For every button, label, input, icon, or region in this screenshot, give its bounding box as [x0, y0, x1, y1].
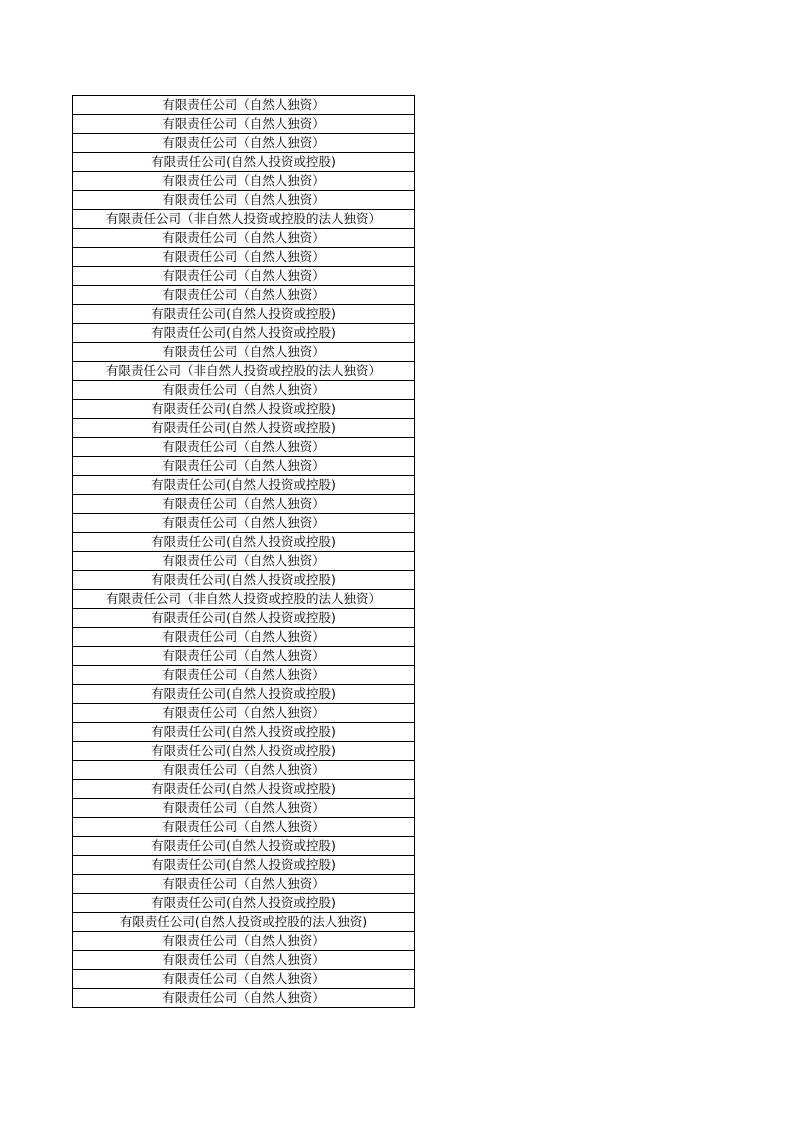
table-row [73, 343, 415, 362]
table-row [73, 305, 415, 324]
table-row [73, 932, 415, 951]
company-type-cell[interactable]: 有限责任公司（自然人独资） [73, 343, 415, 362]
table-row [73, 609, 415, 628]
company-type-cell[interactable]: 有限责任公司（自然人独资） [73, 229, 415, 248]
company-type-cell[interactable]: 有限责任公司（自然人独资） [73, 799, 415, 818]
company-type-cell[interactable]: 有限责任公司(自然人投资或控股) [73, 305, 415, 324]
company-type-cell[interactable]: 有限责任公司（自然人独资） [73, 970, 415, 989]
company-type-cell[interactable]: 有限责任公司(自然人投资或控股的法人独资) [73, 913, 415, 932]
table-row [73, 970, 415, 989]
table-row [73, 476, 415, 495]
table-row [73, 248, 415, 267]
company-type-cell[interactable]: 有限责任公司(自然人投资或控股) [73, 742, 415, 761]
table-row [73, 552, 415, 571]
company-type-cell[interactable]: 有限责任公司(自然人投资或控股) [73, 324, 415, 343]
table-row [73, 894, 415, 913]
company-type-cell[interactable]: 有限责任公司（自然人独资） [73, 818, 415, 837]
company-type-cell[interactable]: 有限责任公司（非自然人投资或控股的法人独资） [73, 590, 415, 609]
company-type-cell[interactable]: 有限责任公司(自然人投资或控股) [73, 780, 415, 799]
company-type-cell[interactable]: 有限责任公司(自然人投资或控股) [73, 723, 415, 742]
table-row [73, 267, 415, 286]
table-row [73, 210, 415, 229]
company-type-cell[interactable]: 有限责任公司(自然人投资或控股) [73, 419, 415, 438]
table-row [73, 856, 415, 875]
company-type-cell[interactable]: 有限责任公司（自然人独资） [73, 267, 415, 286]
company-type-cell[interactable]: 有限责任公司(自然人投资或控股) [73, 856, 415, 875]
company-type-cell[interactable]: 有限责任公司（自然人独资） [73, 666, 415, 685]
table-row [73, 818, 415, 837]
table-body [73, 96, 415, 1008]
company-type-cell[interactable]: 有限责任公司（自然人独资） [73, 115, 415, 134]
table-row [73, 115, 415, 134]
table-row [73, 723, 415, 742]
table-row [73, 457, 415, 476]
company-type-cell[interactable]: 有限责任公司(自然人投资或控股) [73, 153, 415, 172]
company-type-cell[interactable]: 有限责任公司（自然人独资） [73, 704, 415, 723]
company-type-cell[interactable]: 有限责任公司(自然人投资或控股) [73, 400, 415, 419]
table-row [73, 419, 415, 438]
table-row [73, 134, 415, 153]
table-row [73, 685, 415, 704]
table-row [73, 951, 415, 970]
table-row [73, 799, 415, 818]
table-row [73, 362, 415, 381]
company-type-cell[interactable]: 有限责任公司(自然人投资或控股) [73, 894, 415, 913]
table-row [73, 514, 415, 533]
table-row [73, 153, 415, 172]
company-type-table [72, 95, 415, 1008]
company-type-cell[interactable]: 有限责任公司（自然人独资） [73, 191, 415, 210]
company-type-cell[interactable]: 有限责任公司（自然人独资） [73, 552, 415, 571]
company-type-cell[interactable]: 有限责任公司（自然人独资） [73, 457, 415, 476]
table-row [73, 495, 415, 514]
table-row [73, 875, 415, 894]
table-row [73, 913, 415, 932]
company-type-cell[interactable]: 有限责任公司(自然人投资或控股) [73, 476, 415, 495]
company-type-cell[interactable]: 有限责任公司（自然人独资） [73, 172, 415, 191]
table-row [73, 172, 415, 191]
company-type-cell[interactable]: 有限责任公司（自然人独资） [73, 989, 415, 1008]
company-type-cell[interactable]: 有限责任公司(自然人投资或控股) [73, 685, 415, 704]
company-type-cell[interactable]: 有限责任公司（自然人独资） [73, 628, 415, 647]
table-row [73, 400, 415, 419]
table-row [73, 628, 415, 647]
company-type-cell[interactable]: 有限责任公司（自然人独资） [73, 951, 415, 970]
company-type-cell[interactable]: 有限责任公司(自然人投资或控股) [73, 837, 415, 856]
table-row [73, 438, 415, 457]
table-row [73, 837, 415, 856]
table-row [73, 571, 415, 590]
table-row [73, 96, 415, 115]
company-type-cell[interactable]: 有限责任公司（非自然人投资或控股的法人独资） [73, 210, 415, 229]
company-type-cell[interactable]: 有限责任公司（自然人独资） [73, 286, 415, 305]
table-row [73, 989, 415, 1008]
company-type-cell[interactable]: 有限责任公司（自然人独资） [73, 932, 415, 951]
company-type-cell[interactable]: 有限责任公司（自然人独资） [73, 134, 415, 153]
table-row [73, 647, 415, 666]
table-row [73, 286, 415, 305]
company-type-cell[interactable]: 有限责任公司(自然人投资或控股) [73, 609, 415, 628]
table-row [73, 666, 415, 685]
table-row [73, 780, 415, 799]
company-type-cell[interactable]: 有限责任公司（自然人独资） [73, 96, 415, 115]
table-row [73, 533, 415, 552]
table-row [73, 704, 415, 723]
table-row [73, 324, 415, 343]
company-type-cell[interactable]: 有限责任公司（自然人独资） [73, 514, 415, 533]
table-row [73, 191, 415, 210]
company-type-cell[interactable]: 有限责任公司（自然人独资） [73, 761, 415, 780]
table-row [73, 381, 415, 400]
company-type-cell[interactable]: 有限责任公司（自然人独资） [73, 875, 415, 894]
company-type-cell[interactable]: 有限责任公司（自然人独资） [73, 381, 415, 400]
table-row [73, 761, 415, 780]
company-type-cell[interactable]: 有限责任公司（自然人独资） [73, 438, 415, 457]
company-type-cell[interactable]: 有限责任公司（自然人独资） [73, 495, 415, 514]
table-row [73, 742, 415, 761]
table-row [73, 229, 415, 248]
table-row [73, 590, 415, 609]
company-type-cell[interactable]: 有限责任公司(自然人投资或控股) [73, 571, 415, 590]
company-type-cell[interactable]: 有限责任公司（自然人独资） [73, 248, 415, 267]
company-type-cell[interactable]: 有限责任公司（自然人独资） [73, 647, 415, 666]
company-type-cell[interactable]: 有限责任公司（非自然人投资或控股的法人独资） [73, 362, 415, 381]
company-type-cell[interactable]: 有限责任公司(自然人投资或控股) [73, 533, 415, 552]
